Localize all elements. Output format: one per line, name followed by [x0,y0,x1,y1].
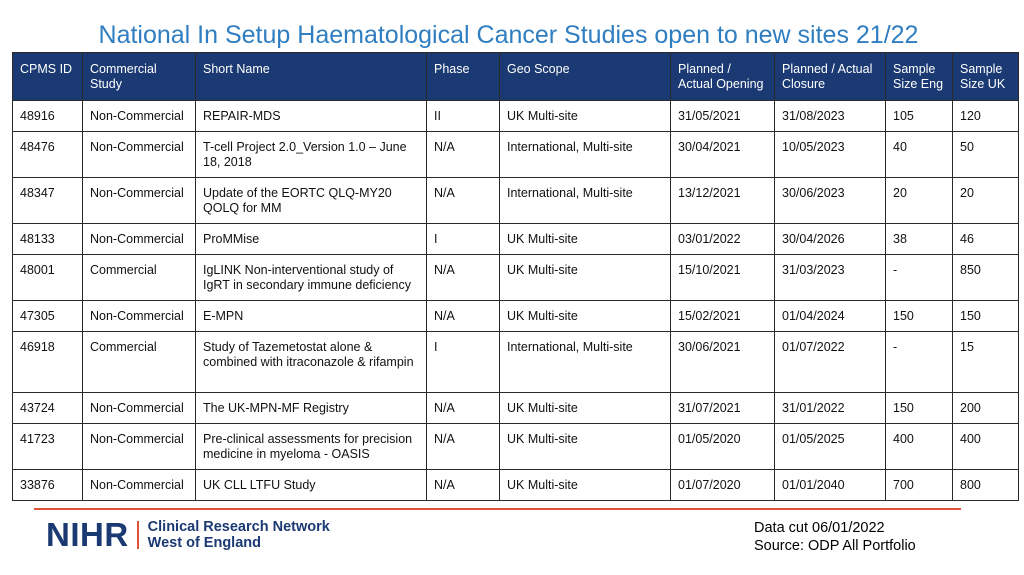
table-row [13,470,1019,501]
table-cell: N/A [427,301,500,332]
table-cell: 47305 [13,301,83,332]
table-row [13,301,1019,332]
column-header: Sample Size Eng [886,53,953,101]
table-cell: I [427,332,500,393]
table-cell: 31/07/2021 [671,393,775,424]
table-row [13,424,1019,470]
table-row [13,255,1019,301]
column-header: Geo Scope [500,53,671,101]
table-cell: N/A [427,178,500,224]
table-cell: 01/04/2024 [775,301,886,332]
logo-text [148,519,330,551]
table-cell: UK Multi-site [500,424,671,470]
table-cell: 01/05/2020 [671,424,775,470]
table-cell: Pre-clinical assessments for precision medicine in myeloma - OASIS [196,424,427,470]
table-cell: 30/04/2026 [775,224,886,255]
table-cell: 48476 [13,132,83,178]
table-cell: 20 [953,178,1019,224]
table-cell: 46918 [13,332,83,393]
table-cell: 03/01/2022 [671,224,775,255]
table-cell: 48001 [13,255,83,301]
table-cell: N/A [427,393,500,424]
table-cell: UK Multi-site [500,224,671,255]
studies-table [12,52,1019,501]
table-cell: N/A [427,424,500,470]
table-row [13,132,1019,178]
table-cell: 15/10/2021 [671,255,775,301]
table-cell: Non-Commercial [83,393,196,424]
table-cell: 120 [953,101,1019,132]
table-cell: UK Multi-site [500,393,671,424]
table-cell: UK CLL LTFU Study [196,470,427,501]
table-cell: 850 [953,255,1019,301]
table-cell: Non-Commercial [83,470,196,501]
table-cell: - [886,255,953,301]
table-cell: Non-Commercial [83,301,196,332]
column-header: Sample Size UK [953,53,1019,101]
table-cell: 13/12/2021 [671,178,775,224]
table-cell: 30/04/2021 [671,132,775,178]
table-cell: 105 [886,101,953,132]
table-cell: ProMMise [196,224,427,255]
table-cell: 150 [953,301,1019,332]
table-cell: Non-Commercial [83,101,196,132]
column-header: Commercial Study [83,53,196,101]
table-row [13,101,1019,132]
table-cell: Non-Commercial [83,424,196,470]
table-cell: UK Multi-site [500,470,671,501]
table-cell: 700 [886,470,953,501]
table-body [13,101,1019,501]
table-cell: N/A [427,470,500,501]
table-cell: International, Multi-site [500,178,671,224]
table-cell: - [886,332,953,393]
table-cell: 20 [886,178,953,224]
table-cell: Study of Tazemetostat alone & combined with itraconazole & rifampin [196,332,427,393]
table-cell: 40 [886,132,953,178]
table-row [13,224,1019,255]
table-cell: International, Multi-site [500,332,671,393]
table-cell: 01/01/2040 [775,470,886,501]
data-source-note [754,519,916,555]
table-cell: 400 [953,424,1019,470]
table-cell: 01/07/2020 [671,470,775,501]
table-cell: 41723 [13,424,83,470]
table-cell: Non-Commercial [83,224,196,255]
table-row [13,178,1019,224]
logo-divider [137,521,139,549]
table-cell: 400 [886,424,953,470]
table-cell: II [427,101,500,132]
table-cell: 48347 [13,178,83,224]
table-cell: 31/03/2023 [775,255,886,301]
table-cell: 48916 [13,101,83,132]
table-cell: IgLINK Non-interventional study of IgRT in secondary immune deficiency [196,255,427,301]
table-cell: UK Multi-site [500,101,671,132]
table-cell: I [427,224,500,255]
logo-line-2: West of England [147,535,261,551]
table-cell: REPAIR-MDS [196,101,427,132]
table-cell: N/A [427,255,500,301]
page-title: National In Setup Haematological Cancer Studies open to new sites 21/22 [98,21,919,49]
table-cell: The UK-MPN-MF Registry [196,393,427,424]
source-label: Source: ODP All Portfolio [754,538,916,554]
table-cell: 33876 [13,470,83,501]
table-cell: 150 [886,301,953,332]
table-row [13,393,1019,424]
table-cell: Non-Commercial [83,178,196,224]
table-cell: 31/01/2022 [775,393,886,424]
table-cell: 15 [953,332,1019,393]
table-cell: UK Multi-site [500,255,671,301]
table-cell: UK Multi-site [500,301,671,332]
nihr-logo [46,518,330,552]
table-cell: Commercial [83,255,196,301]
column-header: CPMS ID [13,53,83,101]
logo-mark: NIHR [46,516,129,553]
table-cell: T-cell Project 2.0_Version 1.0 – June 18, 2018 [196,132,427,178]
column-header: Short Name [196,53,427,101]
footer-divider [34,508,961,510]
table-cell: 30/06/2023 [775,178,886,224]
column-header: Planned / Actual Closure [775,53,886,101]
logo-line-1: Clinical Research Network [147,519,330,535]
table-cell: International, Multi-site [500,132,671,178]
table-cell: 15/02/2021 [671,301,775,332]
table-cell: Non-Commercial [83,132,196,178]
table-cell: 800 [953,470,1019,501]
table-cell: 50 [953,132,1019,178]
table-cell: E-MPN [196,301,427,332]
data-cut-label: Data cut 06/01/2022 [754,520,885,536]
table-cell: 01/05/2025 [775,424,886,470]
table-cell: 31/08/2023 [775,101,886,132]
table-cell: 30/06/2021 [671,332,775,393]
table-cell: 43724 [13,393,83,424]
table-row [13,332,1019,393]
table-cell: 46 [953,224,1019,255]
table-cell: Update of the EORTC QLQ-MY20 QOLQ for MM [196,178,427,224]
table-cell: 10/05/2023 [775,132,886,178]
table-cell: 150 [886,393,953,424]
table-cell: 200 [953,393,1019,424]
column-header: Planned / Actual Opening [671,53,775,101]
table-cell: N/A [427,132,500,178]
table-cell: 38 [886,224,953,255]
table-cell: 01/07/2022 [775,332,886,393]
table-cell: Commercial [83,332,196,393]
table-cell: 48133 [13,224,83,255]
table-cell: 31/05/2021 [671,101,775,132]
header-row [13,53,1019,101]
column-header: Phase [427,53,500,101]
